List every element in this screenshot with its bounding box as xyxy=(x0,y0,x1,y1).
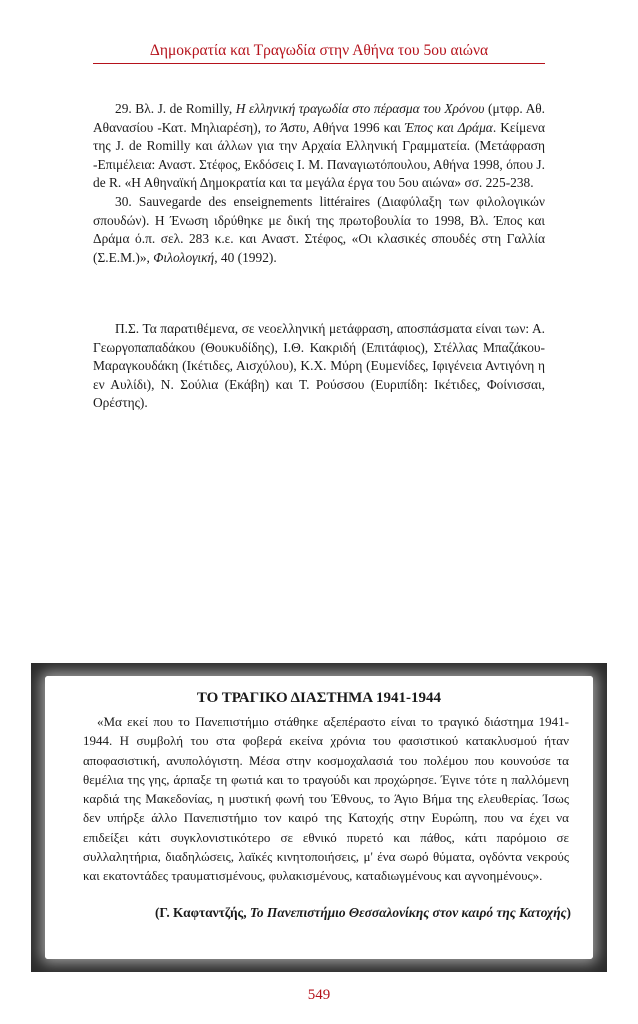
running-head: Δημοκρατία και Τραγωδία στην Αθήνα του 5ου αιώνα xyxy=(149,42,489,59)
footnote-30 xyxy=(93,193,545,267)
note-italic-title: το Άστυ xyxy=(264,119,306,135)
quote-box-frame xyxy=(31,663,607,972)
page-number: 549 xyxy=(307,987,331,1003)
source-title: Το Πανεπιστήμιο Θεσσαλονίκης στον καιρό της Κατοχής xyxy=(249,905,567,920)
note-italic-title: Η ελληνική τραγωδία στο πέρασμα του Χρόνου xyxy=(235,101,485,116)
source-author: (Γ. Καφταντζής, xyxy=(154,905,250,920)
note-text: 29. Βλ. J. de Romilly, xyxy=(115,101,236,116)
note-text: , Αθήνα 1996 και xyxy=(305,119,405,135)
note-text: . Κείμενα της J. de Romilly και άλλων για την Αρχαία Ελληνική Γραμματεία. (Μετάφραση -Επιμέλεια: Αναστ. Στέφος, Εκδόσεις Ι. Μ. Παναγιωτόπουλου, Αθήνα 1998, όπου J. de R. «Η Αθηναϊκή Δημοκρατία και τα μεγάλα έργα του 5ου αιώνα» σσ. 225-238. xyxy=(93,119,545,191)
quote-box-source xyxy=(73,905,571,921)
footnote-29 xyxy=(93,100,545,193)
footnotes xyxy=(93,100,545,267)
quote-box-title: ΤΟ ΤΡΑΓΙΚΟ ΔΙΑΣΤΗΜΑ 1941-1944 xyxy=(196,690,442,706)
quote-box xyxy=(45,676,593,959)
note-italic-title: Έπος και Δράμα xyxy=(404,119,493,135)
note-text: (μτφρ. Αθ. Αθανασίου -Κατ. Μηλιαρέση), xyxy=(93,101,546,135)
header-rule xyxy=(93,63,545,64)
source-end: ) xyxy=(566,905,571,920)
note-text: 30. Sauvegarde des enseignements littéraires (Διαφύλαξη των φιλολογικών σπουδών). Η Ένωση ιδρύθηκε με δική της πρωτοβουλία το 1998, Βλ. Έπος και Δράμα ό.π. σελ. 283 κ.ε. και Αναστ. Στέφος, «Οι κλασικές σπουδές στη Γαλλία (Σ.Ε.Μ.)», xyxy=(93,193,545,265)
quote-box-text: «Μα εκεί που το Πανεπιστήμιο στάθηκε αξεπέραστο είναι το τραγικό διάστημα 1941-1944. Η συμβολή του στα φοβερά εκείνα χρόνια του φασιστικού κατακλυσμού ήταν αποφασιστική, ανυπολόγιστη. Μέσα στην κοσμοχαλασιά του πολέμου που κουνούσε τα θεμέλια της γης, άρπαξε τη φωτιά και το τραγούδι και προχώρησε. Έγινε τότε η παλλόμενη καρδιά της Μακεδονίας, η μυστική φωνή του Έθνους, το Άγιο Βήμα της ελευθερίας. Ίσως δεν υπήρξε άλλο Πανεπιστήμιο τον καιρό της Κατοχής στην Ευρώπη, που να έχει να επιδείξει κάτι συγκλονιστικότερο σε εθνικό πυρετό και πάθος, κάτι παρόμοιο σε συλλαλητήρια, διαδηλώσεις, λαϊκές κινητοποιήσεις, μ' ένα σωρό θύματα, ογδόντα νεκρούς και εκατοντάδες τραυματισμένους, φυλακισμένους, καταδιωγμένους και αγνοημένους». xyxy=(83,714,569,884)
postscript: Π.Σ. Τα παρατιθέμενα, σε νεοελληνική μετάφραση, αποσπάσματα είναι των: Α. Γεωργοπαπαδάκου (Θουκυδίδης), Ι.Θ. Κακριδή (Επιτάφιος), Στέλλας Μπαζάκου-Μαραγκουδάκη (Ικέτιδες, Αισχύλου), Κ.Χ. Μύρη (Ευμενίδες, Ιφιγένεια Αντιγόνη η εν Αυλίδι), Ν. Σούλια (Εκάβη) και Τ. Ρούσσου (Ευριπίδη: Ικέτιδες, Φοίνισσαι, Ορέστης). xyxy=(93,321,545,411)
note-text: , 40 (1992). xyxy=(214,249,277,265)
note-italic-title: Φιλολογική xyxy=(153,249,215,265)
